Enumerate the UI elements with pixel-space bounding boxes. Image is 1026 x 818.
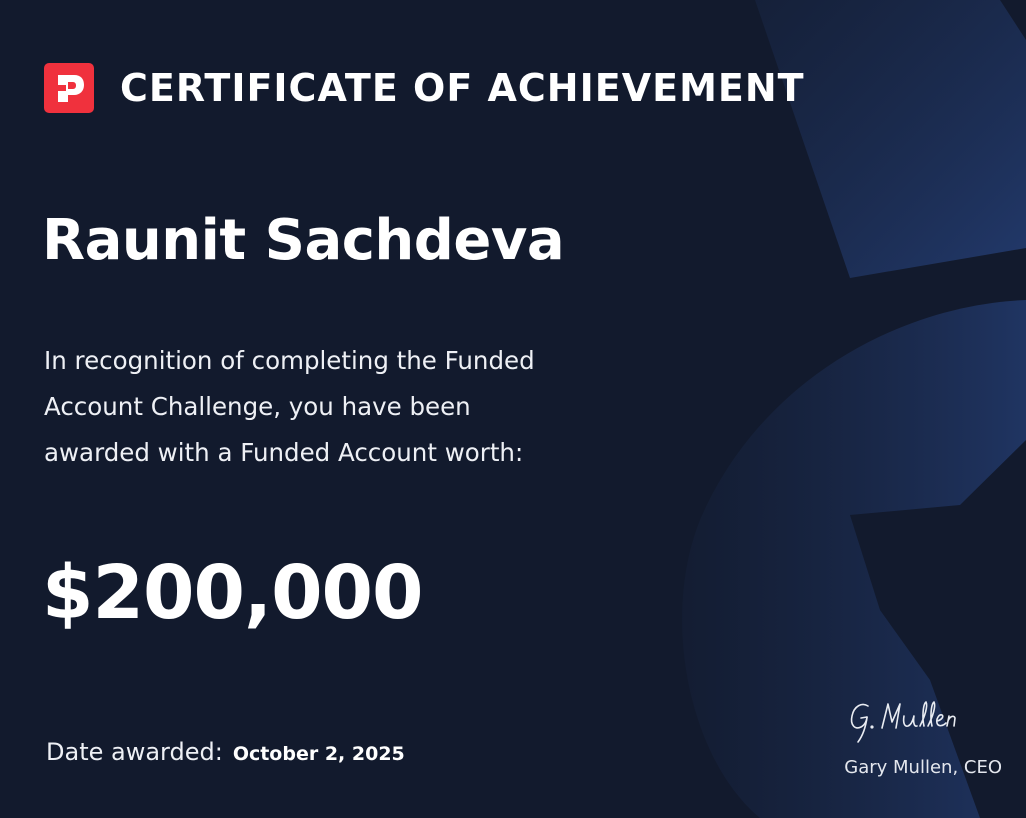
funded-amount: $200,000 (42, 550, 423, 636)
recognition-line: awarded with a Funded Account worth: (44, 438, 524, 467)
recognition-line: Account Challenge, you have been (44, 392, 471, 421)
date-label: Date awarded: (46, 738, 223, 766)
brand-logo-icon (44, 63, 94, 113)
recognition-text (44, 338, 644, 476)
certificate-title: CERTIFICATE OF ACHIEVEMENT (120, 66, 805, 110)
signer-name: Gary Mullen, CEO (844, 757, 1002, 778)
recognition-line: In recognition of completing the Funded (44, 346, 535, 375)
ceo-signature (846, 692, 996, 748)
date-value: October 2, 2025 (232, 743, 405, 765)
certificate-header (44, 62, 805, 114)
recipient-name: Raunit Sachdeva (42, 208, 565, 273)
date-awarded (46, 738, 405, 766)
